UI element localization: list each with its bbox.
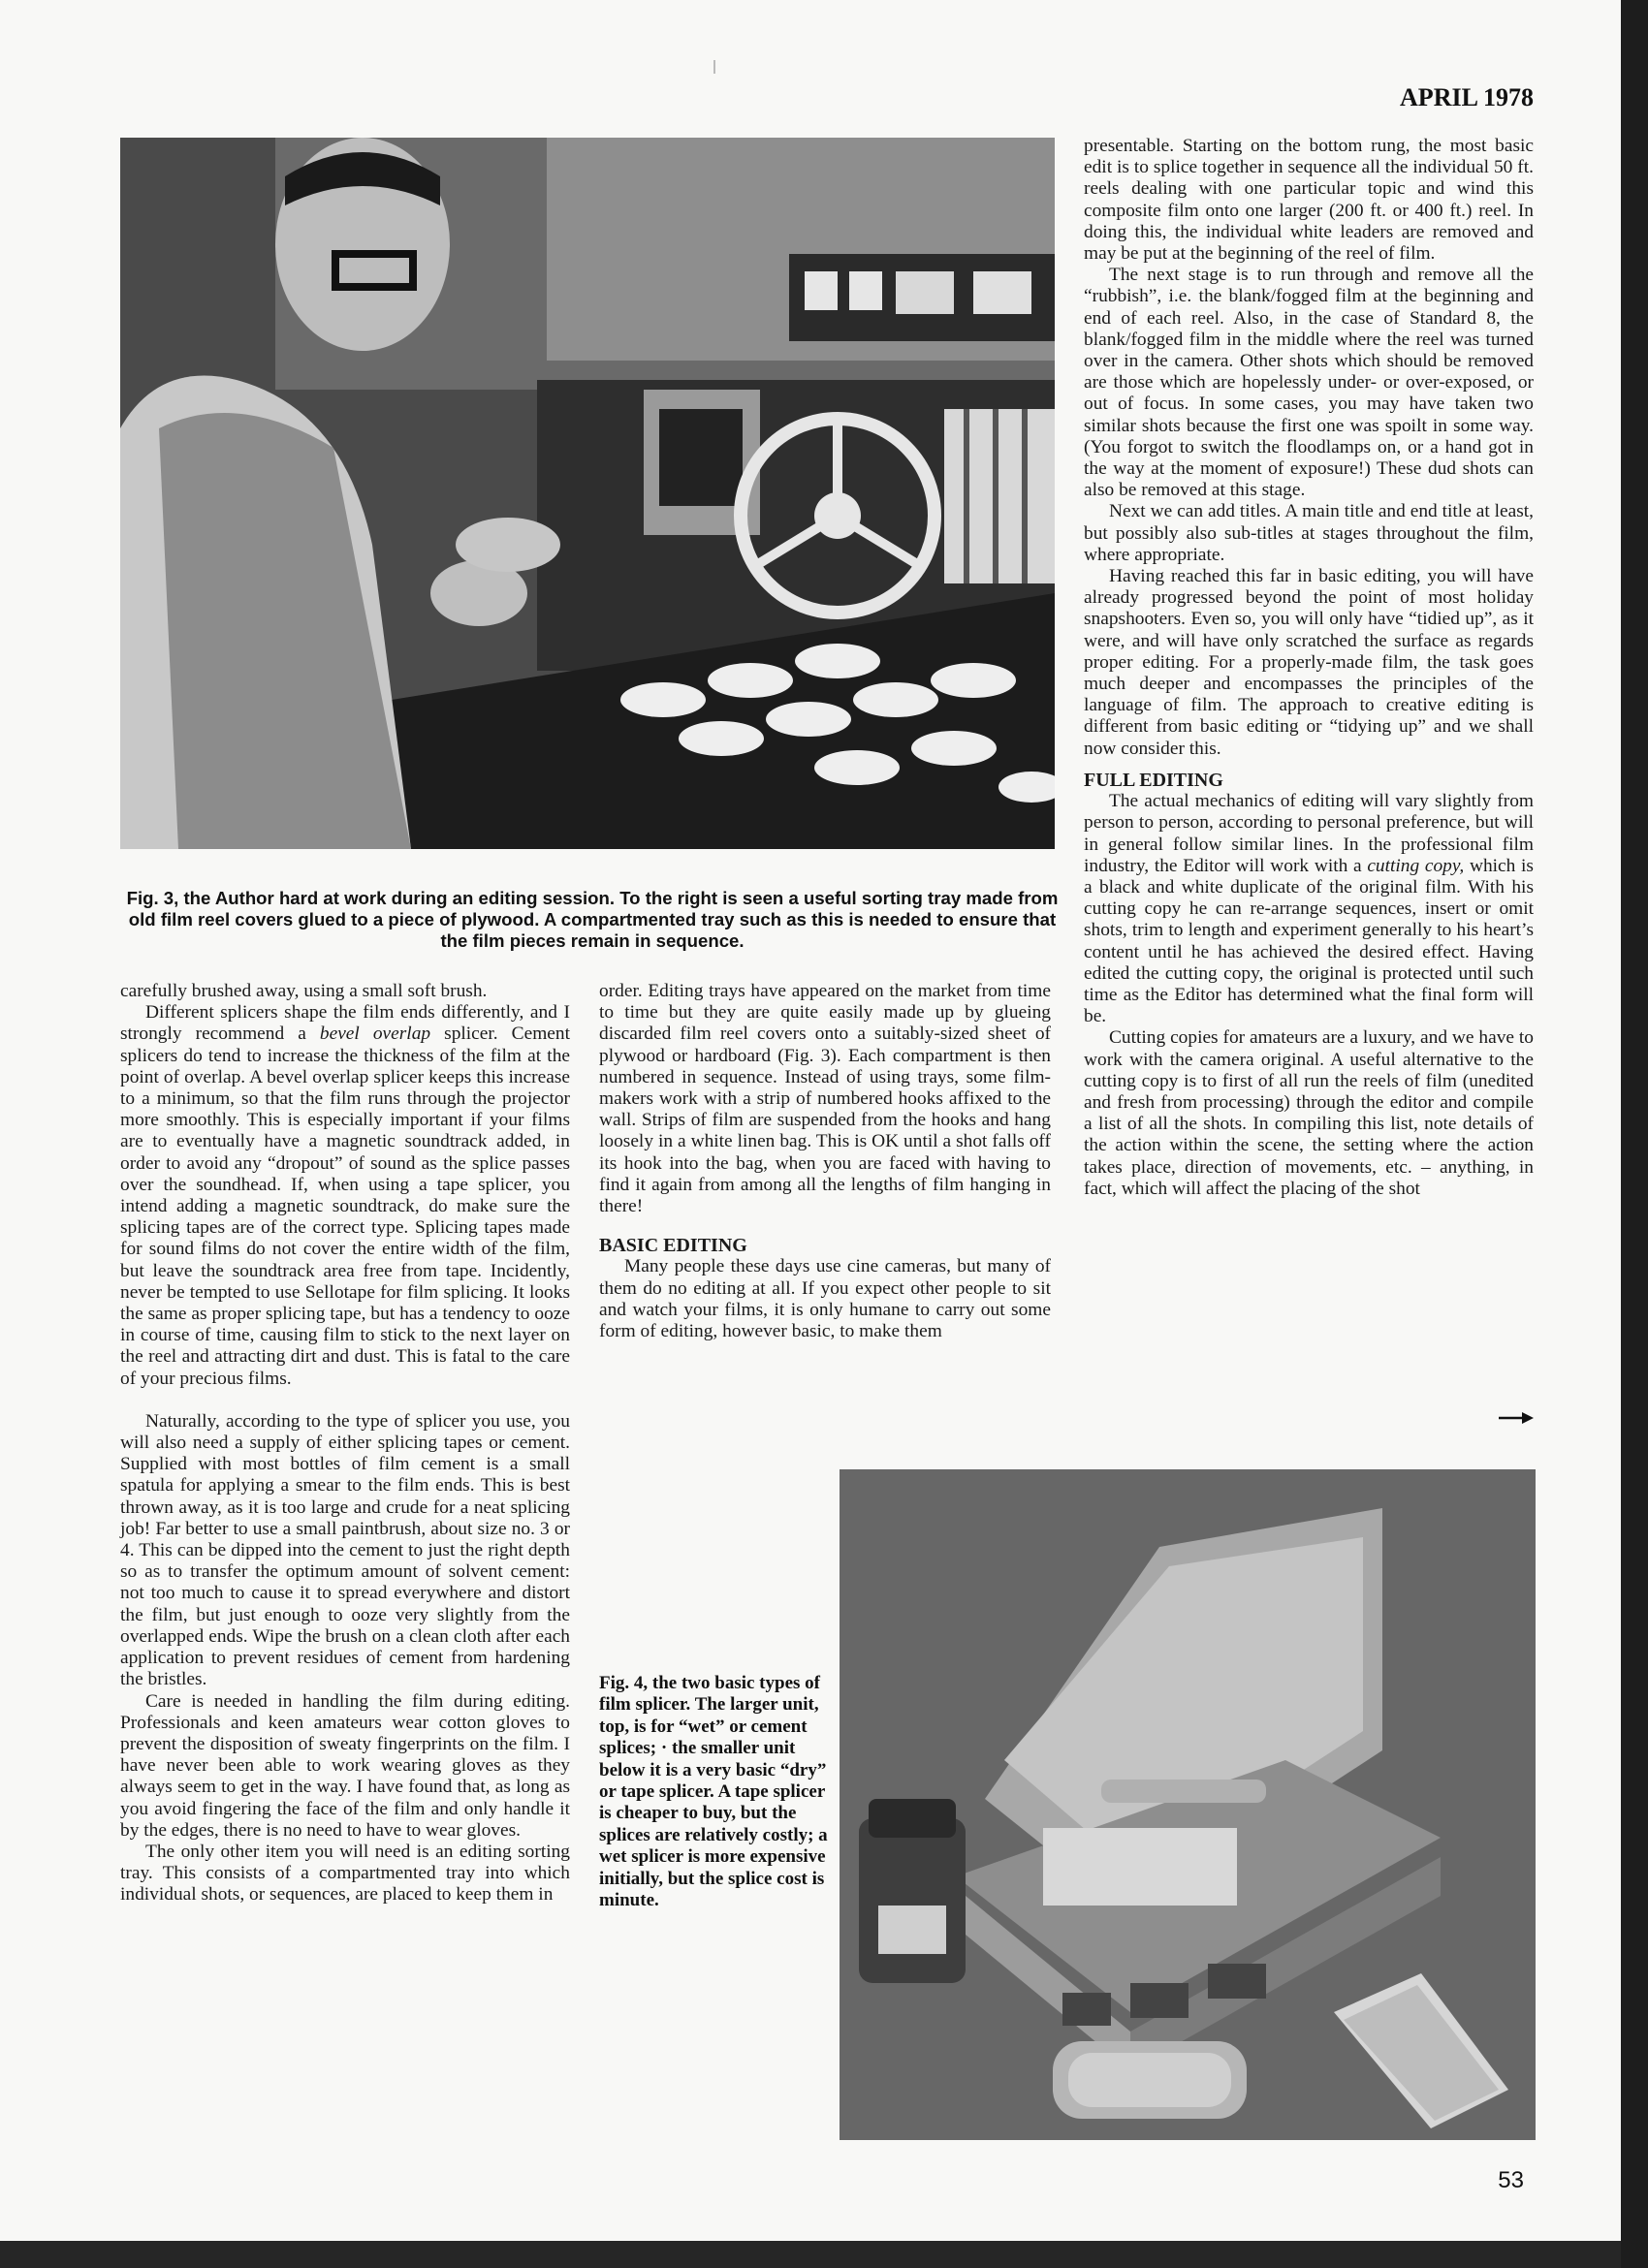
col1-paragraph-2-start: Different splicers shape the film ends differently, and I strongly recommend a: [120, 1002, 570, 1045]
continued-arrow-icon: [1499, 1411, 1534, 1425]
col1-paragraph-5: The only other item you will need is an editing sorting tray. This consists of a compartmented tray into which individual shots, or sequences, are placed to keep them in: [120, 1841, 570, 1906]
scan-bottom-edge: [0, 2241, 1621, 2268]
fig4-caption: Fig. 4, the two basic types of film splicer. The larger unit, top, is for “wet” or cement splices; · the smaller unit below it is a very basic “dry” or tape splicer. A tape splicer is cheaper to buy, but the splices are relatively costly; a wet splicer is more expensive initially, but the splice cost is minute.: [599, 1673, 828, 1911]
col1-paragraph-1: carefully brushed away, using a small soft brush.: [120, 981, 488, 1001]
section-heading-full-editing: FULL EDITING: [1084, 769, 1223, 791]
column-3: [1084, 136, 1534, 1200]
col3-paragraph-5-end: which is a black and white duplicate of the original film. With his cutting copy he can re-arrange sequences, insert or omit shots, trim to length and experiment generally to his heart’s content until he has achieved the desired effect. Having edited the cutting copy, the original is protected until such time as the Editor has determined what the final form will be.: [1084, 855, 1534, 1027]
section-heading-basic-editing: BASIC EDITING: [599, 1235, 747, 1257]
col3-paragraph-5-start: The actual mechanics of editing will vary slightly from person to person, according to personal preference, but will in general follow similar lines. In the professional film industry, the Editor will work with a: [1084, 791, 1534, 876]
col3-paragraph-1: presentable. Starting on the bottom rung, the most basic edit is to splice together in sequence all the individual 50 ft. reels dealing with one particular topic and wind this composite film onto one larger (200 ft. or 400 ft.) reel. In doing this, the individual white leaders are removed and may be put at the beginning of the reel of film.: [1084, 136, 1534, 265]
col3-paragraph-4: Having reached this far in basic editing, you will have already progressed beyond the point of most holiday snapshooters. Even so, you will only have “tidied up”, as it were, and will have only scratched the surface as regards proper editing. For a properly-made film, the task goes much deeper and encompasses the principles of the language of film. The approach to creative editing is different from basic editing or “tidying up” and we shall now consider this.: [1084, 566, 1534, 759]
issue-date: APRIL 1978: [1400, 83, 1534, 111]
col1-paragraph-2-end: splicer. Cement splicers do tend to increase the thickness of the film at the point of overlap. A bevel overlap splicer keeps this increase to a minimum, so that the film runs through the projector more smoothly. This is especially important if your films are to eventually have a magnetic soundtrack added, in order to avoid any “dropout” of sound as the splice passes over the soundhead. If, when using a tape splicer, you intend adding a magnetic soundtrack, do make sure the splicing tapes are of the correct type. Splicing tapes made for sound films do not cover the entire width of the film, but leave the soundtrack area free from tape. Incidently, never be tempted to use Sellotape for film splicing. It looks the same as proper splicing tape, but has a tendency to ooze in course of time, causing film to stick to the next layer on the reel and attracting dirt and dust. This is fatal to the care of your precious films.: [120, 1024, 570, 1389]
column-1: [120, 981, 570, 1906]
fig3-caption: Fig. 3, the Author hard at work during an editing session. To the right is seen a useful sorting tray made from old film reel covers glued to a piece of plywood. A compartmented tray such as this is needed to ensure that the film pieces remain in sequence.: [126, 888, 1059, 951]
col1-paragraph-2-emphasis: bevel overlap: [319, 1024, 431, 1045]
col3-paragraph-3: Next we can add titles. A main title and end title at least, but possibly also sub-titles at stages throughout the film, where appropriate.: [1084, 501, 1534, 565]
col3-paragraph-2: The next stage is to run through and remove all the “rubbish”, i.e. the blank/fogged film at the beginning and end of each reel. Also, in the case of Standard 8, the blank/fogged film in the middle where the reel was turned over in the camera. Other shots which should be removed are those which are hopelessly under- or over-exposed, or out of focus. In some cases, you may have taken two similar shots because the first one was spoilt in some way. (You forgot to switch the floodlamps on, or a hand got in the way at the moment of exposure!) These dud shots can also be removed at this stage.: [1084, 265, 1534, 501]
col1-paragraph-3: Naturally, according to the type of splicer you use, you will also need a supply of either splicing tapes or cement. Supplied with most bottles of film cement is a small spatula for applying a smear to the film ends. This is best thrown away, as it is too large and crude for a neat splicing job! Far better to use a small paintbrush, about size no. 3 or 4. This can be dipped into the cement to just the right depth so as to transfer the optimum amount of solvent cement: not too much to cause it to spread everywhere and distort the film, but just enough to ooze very slightly from the overlapped ends. Wipe the brush on a clean cloth after each application to prevent residues of cement from hardening the bristles.: [120, 1410, 570, 1690]
col1-paragraph-4: Care is needed in handling the film during editing. Professionals and keen amateurs wear cotton gloves to prevent the disposition of sweaty fingerprints on the film. I have never been able to work wearing gloves as they always seem to get in the way. I have found that, as long as you avoid fingering the face of the film and only handle it by the edges, there is no need to have to wear gloves.: [120, 1690, 570, 1841]
col3-paragraph-5-emphasis: cutting copy,: [1367, 855, 1465, 876]
col2-paragraph-2: Many people these days use cine cameras, but many of them do no editing at all. If you expect other people to sit and watch your films, it is only humane to carry out some form of editing, however basic, to make them: [599, 1256, 1051, 1342]
scan-mark: [713, 60, 715, 74]
col1-paragraph-2: [120, 1002, 570, 1390]
col3-paragraph-6: Cutting copies for amateurs are a luxury, and we have to work with the camera original. A useful alternative to the cutting copy is to first of all run the reels of film (unedited and fresh from processing) through the editor and compile a list of all the shots. In compiling this list, note details of the action within the scene, the setting where the action takes place, direction of movements, etc. – anything, in fact, which will affect the placing of the shot: [1084, 1027, 1534, 1199]
page-number: 53: [1498, 2167, 1524, 2193]
column-2: [599, 981, 1051, 1342]
col2-paragraph-1: order. Editing trays have appeared on the market from time to time but they are quite easily made up by glueing discarded film reel covers onto a suitably-sized sheet of plywood or hardboard (Fig. 3). Each compartment is then numbered in sequence. Instead of using trays, some film-makers work with a strip of numbered hooks affixed to the wall. Strips of film are suspended from the hooks and hang loosely in a white linen bag. This is OK until a shot falls off its hook into the bag, when you are faced with having to find it again from among all the lengths of film hanging in there!: [599, 981, 1051, 1217]
fig4-photo: [840, 1469, 1536, 2140]
scan-edge: [1621, 0, 1648, 2268]
fig3-photo: [120, 138, 1055, 849]
col3-paragraph-5: [1084, 791, 1534, 1027]
